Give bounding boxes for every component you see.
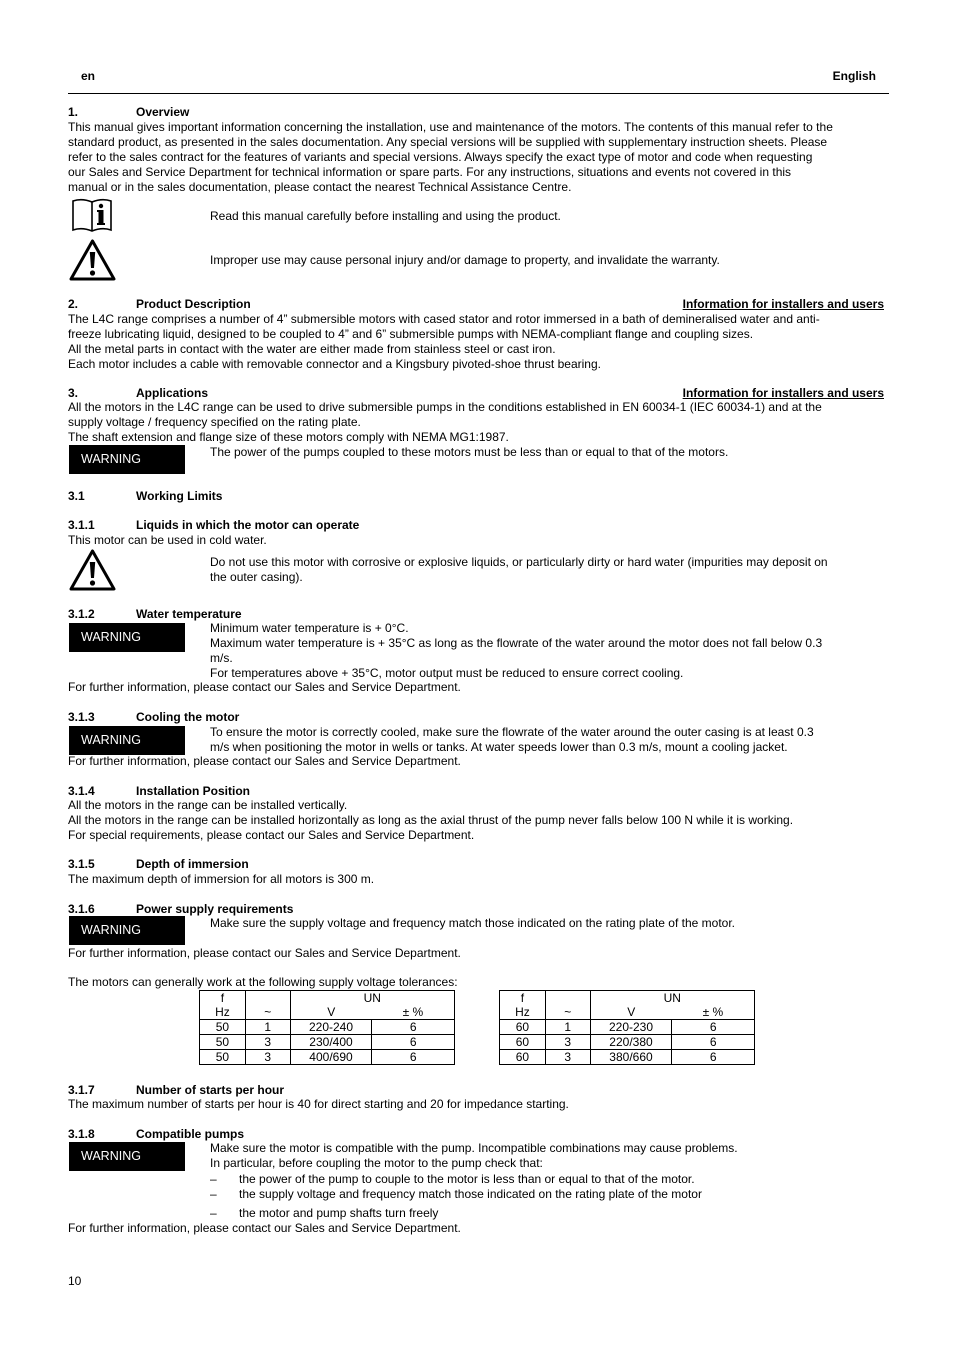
overview-paragraph	[68, 120, 886, 195]
section-title: Overview	[136, 105, 190, 119]
header-cell	[245, 991, 290, 1006]
table-cell: 1	[245, 1020, 290, 1035]
section-2-heading	[68, 297, 251, 312]
section-number: 3.1	[68, 489, 85, 503]
section-1-heading	[68, 105, 189, 120]
table-cell: 400/690	[290, 1050, 372, 1065]
table-cell: 50	[200, 1035, 246, 1050]
text-line: Do not use this motor with corrosive or explosive liquids, or particularly dirty or hard water (impurities may deposit on	[210, 555, 828, 569]
header-cell: ± %	[672, 1005, 755, 1020]
section-3-1-7-heading	[68, 1083, 284, 1098]
header-language: English	[832, 69, 876, 83]
table-row	[200, 1050, 455, 1065]
section-title: Product Description	[136, 297, 251, 311]
section-number: 3.1.3	[68, 710, 95, 724]
header-cell: ~	[545, 1005, 590, 1020]
text-line: All the motors in the range can be installed horizontally as long as the axial thrust of the pump never falls below 100 N while it is working.	[68, 813, 794, 827]
section-3-1-3-heading	[68, 710, 239, 725]
section-title: Water temperature	[136, 607, 242, 621]
text-line: For special requirements, please contact our Sales and Service Department.	[68, 828, 475, 842]
table-cell: 3	[245, 1035, 290, 1050]
text-line: freeze lubricating liquid, designed to be coupled to 4” and 6” submersible pumps with NEMA-compliant flange and coupling sizes.	[68, 327, 754, 341]
compatibility-text: In particular, before coupling the motor to the pump check that:	[210, 1156, 543, 1170]
header-cell: Hz	[200, 1005, 246, 1020]
bullet-dash: –	[210, 1206, 217, 1220]
section-number: 3.1.4	[68, 784, 95, 798]
text-line: manual or in the sales documentation, please contact the nearest Technical Assistance Centre.	[68, 180, 572, 194]
section-title: Cooling the motor	[136, 710, 240, 724]
header-cell: ~	[245, 1005, 290, 1020]
table-cell: 220-240	[290, 1020, 372, 1035]
read-manual-note: Read this manual carefully before installing and using the product.	[210, 209, 561, 223]
audience-label: Information for installers and users	[682, 297, 884, 311]
section-title: Liquids in which the motor can operate	[136, 518, 360, 532]
list-item-text: the motor and pump shafts turn freely	[239, 1206, 439, 1220]
table-row	[500, 1050, 755, 1065]
text-line: The L4C range comprises a number of 4” submersible motors with cased stator and rotor immersed in a bath of demineralised water and anti-	[68, 312, 820, 326]
list-item-text: the supply voltage and frequency match those indicated on the rating plate of the motor	[239, 1187, 702, 1201]
table-cell: 60	[500, 1050, 546, 1065]
section-title: Applications	[136, 386, 209, 400]
table-cell: 3	[245, 1050, 290, 1065]
text-line: standard product, as presented in the sales documentation. Any special versions will be supplied with supplementary instruction sheets. Please	[68, 135, 828, 149]
text-line: m/s.	[210, 651, 233, 665]
header-cell: Hz	[500, 1005, 546, 1020]
header-cell: UN	[290, 991, 454, 1006]
table-cell: 6	[672, 1035, 755, 1050]
section-3-1-2-heading	[68, 607, 242, 622]
section-number: 3.1.1	[68, 518, 95, 532]
list-item-text: the power of the pump to couple to the motor is less than or equal to that of the motor.	[239, 1172, 695, 1186]
text-line: All the metal parts in contact with the water are either made from stainless steel or cast iron.	[68, 342, 556, 356]
text-line: Each motor includes a cable with removable connector and a Kingsbury pivoted-shoe thrust bearing.	[68, 357, 601, 371]
header-cell	[545, 991, 590, 1006]
warning-badge: WARNING	[69, 726, 185, 755]
section-number: 3.1.8	[68, 1127, 95, 1141]
text-line: Minimum water temperature is + 0°C.	[210, 621, 409, 635]
section-number: 3.1.2	[68, 607, 95, 621]
table-cell: 1	[545, 1020, 590, 1035]
section-title: Installation Position	[136, 784, 251, 798]
section-3-1-heading	[68, 489, 222, 504]
warning-badge: WARNING	[69, 445, 185, 474]
warning-text: The power of the pumps coupled to these motors must be less than or equal to that of the motors.	[210, 445, 729, 459]
water-temperature-text	[210, 621, 886, 681]
warning-badge: WARNING	[69, 623, 185, 652]
header-cell: ± %	[372, 1005, 455, 1020]
liquids-note	[210, 555, 886, 585]
audience-label: Information for installers and users	[682, 386, 884, 400]
table-cell: 220-230	[590, 1020, 672, 1035]
table-row	[500, 1035, 755, 1050]
header-cell: V	[590, 1005, 672, 1020]
table-cell: 230/400	[290, 1035, 372, 1050]
contact-text: For further information, please contact our Sales and Service Department.	[68, 680, 461, 694]
table-cell: 50	[200, 1020, 246, 1035]
section-3-1-6-heading	[68, 902, 293, 917]
table-row	[500, 1020, 755, 1035]
table-cell: 6	[372, 1020, 455, 1035]
text-line: The shaft extension and flange size of these motors comply with NEMA MG1:1987.	[68, 430, 509, 444]
list-item	[210, 1206, 438, 1221]
section-text: This motor can be used in cold water.	[68, 533, 267, 547]
table-cell: 6	[672, 1050, 755, 1065]
table-cell: 3	[545, 1035, 590, 1050]
section-title: Compatible pumps	[136, 1127, 245, 1141]
table-cell: 3	[545, 1050, 590, 1065]
table-cell: 6	[672, 1020, 755, 1035]
voltage-table-60hz	[499, 990, 755, 1065]
text-line: All the motors in the range can be installed vertically.	[68, 798, 348, 812]
table-cell: 6	[372, 1035, 455, 1050]
warning-text: Make sure the supply voltage and frequency match those indicated on the rating plate of the motor.	[210, 916, 735, 930]
text-line: the outer casing).	[210, 570, 303, 584]
compatibility-text: Make sure the motor is compatible with the pump. Incompatible combinations may cause problems.	[210, 1141, 738, 1155]
header-lang-code: en	[81, 69, 96, 83]
text-line: Maximum water temperature is + 35°C as long as the flowrate of the water around the motor does not fall below 0.3	[210, 636, 823, 650]
contact-text: For further information, please contact our Sales and Service Department.	[68, 1221, 461, 1235]
warning-badge: WARNING	[69, 916, 185, 945]
contact-text: For further information, please contact our Sales and Service Department.	[68, 946, 461, 960]
section-3-1-5-heading	[68, 857, 249, 872]
text-line: All the motors in the L4C range can be used to drive submersible pumps in the conditions established in EN 60034-1 (IEC 60034-1) and at the	[68, 400, 822, 414]
section-text: The maximum depth of immersion for all motors is 300 m.	[68, 872, 375, 886]
section-title: Number of starts per hour	[136, 1083, 285, 1097]
section-title: Power supply requirements	[136, 902, 294, 916]
section-number: 1.	[68, 105, 79, 119]
table-cell: 220/380	[590, 1035, 672, 1050]
applications-paragraph	[68, 400, 886, 445]
table-cell: 50	[200, 1050, 246, 1065]
tolerances-intro: The motors can generally work at the following supply voltage tolerances:	[68, 975, 458, 989]
list-item	[210, 1187, 702, 1202]
text-line: m/s when positioning the motor in wells or tanks. At water speeds lower than 0.3 m/s, mount a cooling jacket.	[210, 740, 788, 754]
section-text: The maximum number of starts per hour is 40 for direct starting and 20 for impedance starting.	[68, 1097, 569, 1111]
warning-triangle-icon	[68, 238, 117, 282]
section-3-1-4-heading	[68, 784, 250, 799]
table-cell: 380/660	[590, 1050, 672, 1065]
section-3-heading	[68, 386, 208, 401]
header-rule	[68, 93, 889, 94]
section-number: 3.1.6	[68, 902, 95, 916]
header-cell: f	[200, 991, 246, 1006]
bullet-dash: –	[210, 1172, 217, 1186]
section-number: 2.	[68, 297, 79, 311]
warning-triangle-icon	[68, 548, 117, 592]
section-number: 3.	[68, 386, 79, 400]
text-line: To ensure the motor is correctly cooled, make sure the flowrate of the water around the outer casing is at least 0.3	[210, 725, 814, 739]
product-description-paragraph	[68, 312, 886, 372]
table-row	[200, 1035, 455, 1050]
section-3-1-8-heading	[68, 1127, 244, 1142]
page-number: 10	[68, 1274, 82, 1288]
text-line: refer to the sales contract for the features of variants and special versions. Always specify the exact type of motor and code when requesting	[68, 150, 813, 164]
table-cell: 6	[372, 1050, 455, 1065]
bullet-dash: –	[210, 1187, 217, 1201]
improper-use-note: Improper use may cause personal injury and/or damage to property, and invalidate the warranty.	[210, 253, 720, 267]
text-line: supply voltage / frequency specified on the rating plate.	[68, 415, 361, 429]
text-line: This manual gives important information concerning the installation, use and maintenance of the motors. The contents of this manual refer to the	[68, 120, 833, 134]
header-cell: f	[500, 991, 546, 1006]
list-item	[210, 1172, 695, 1187]
section-title: Depth of immersion	[136, 857, 249, 871]
warning-badge: WARNING	[69, 1142, 185, 1171]
text-line: For temperatures above + 35°C, motor output must be reduced to ensure correct cooling.	[210, 666, 684, 680]
section-number: 3.1.5	[68, 857, 95, 871]
header-cell: UN	[590, 991, 754, 1006]
section-number: 3.1.7	[68, 1083, 95, 1097]
header-cell: V	[290, 1005, 372, 1020]
contact-text: For further information, please contact our Sales and Service Department.	[68, 754, 461, 768]
section-title: Working Limits	[136, 489, 223, 503]
read-manual-icon	[70, 197, 114, 233]
voltage-table-50hz	[199, 990, 455, 1065]
table-cell: 60	[500, 1020, 546, 1035]
table-cell: 60	[500, 1035, 546, 1050]
section-3-1-1-heading	[68, 518, 359, 533]
cooling-text	[210, 725, 886, 755]
installation-text	[68, 798, 886, 843]
text-line: our Sales and Service Department for technical information or spare parts. For any instructions, situations and events not covered in this	[68, 165, 792, 179]
table-row	[200, 1020, 455, 1035]
